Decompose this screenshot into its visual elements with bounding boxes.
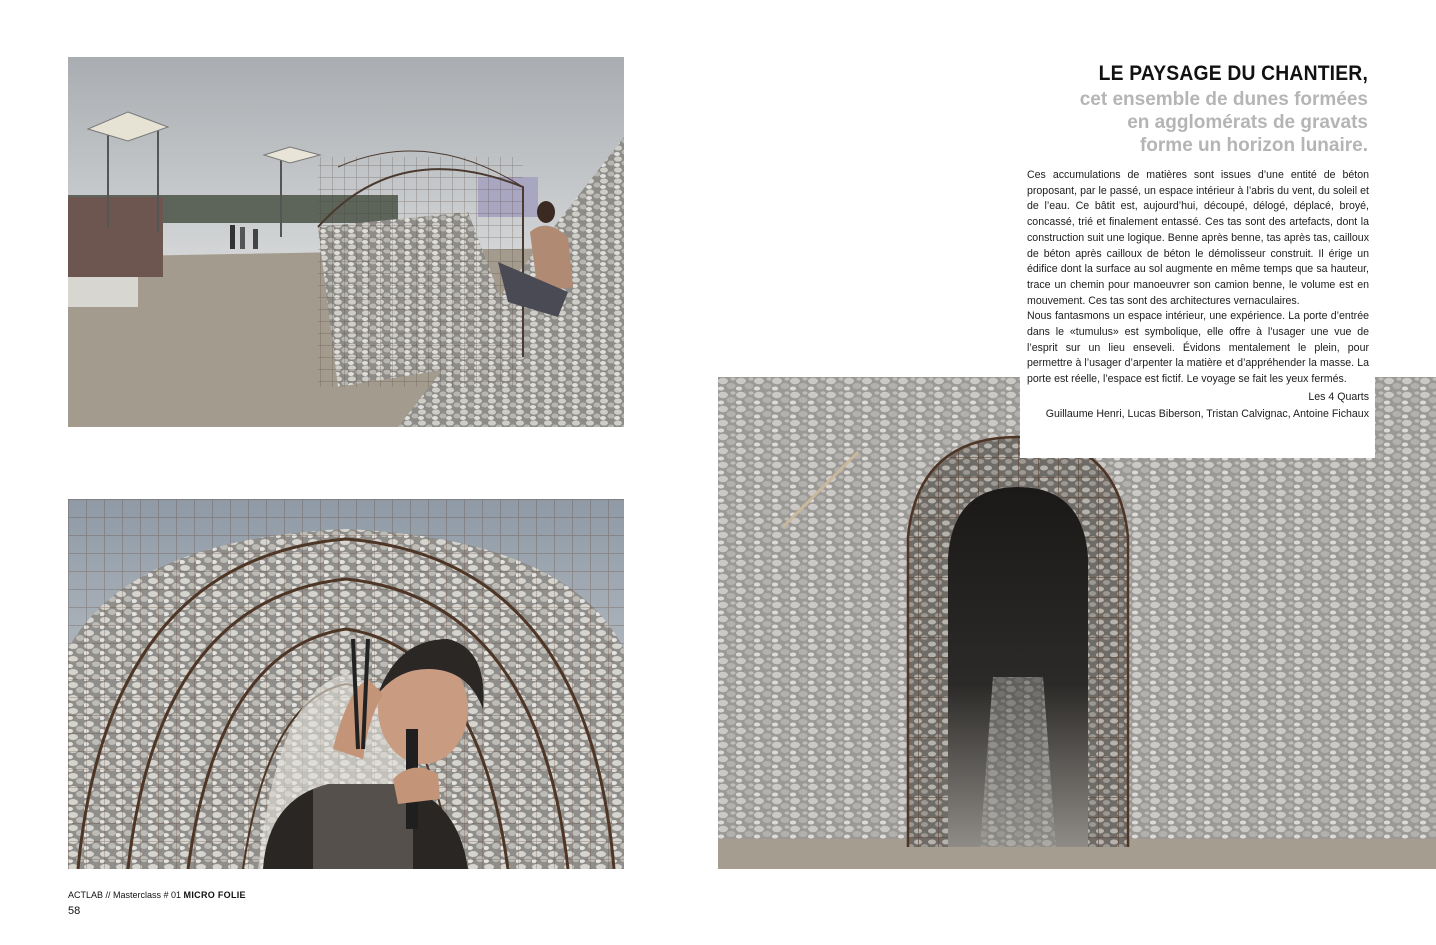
photo-construction-site xyxy=(68,57,624,427)
body-paragraph-1: Ces accumulations de matières sont issues d’une entité de béton proposant, par le passé, un espace intérieur à l’abris du vent, du soleil et de l’eau. Ce bâtit est, aujourd’hui, découpé, délogé, déplacé, broyé, concassé, trié et finalement entassé. Ces tas sont des artefacts, dont la construction suit une logique. Benne après benne, tas après tas, cailloux de béton après cailloux de béton le démolisseur construit. Il érige un édifice dont la surface au sol augmente en même temps que sa hauteur, trace un chemin pour manoeuvrer son camion benne, le volume est en mouvement. Ces tas sont des architectures vernaculaires. xyxy=(1027,169,1369,307)
body-paragraph-2: Nous fantasmons un espace intérieur, une expérience. La porte d’entrée dans le «tumulus» est symbolique, elle offre à l’usager une vue de l’esprit sur un lieu enseveli. Évidons mentalement le plein, pour permettre à l’usager d’arpenter la matière et d’appréhender la masse. La porte est réelle, l’espace est fictif. Le voyage se fait les yeux fermés. xyxy=(1027,310,1369,386)
footer-prefix: ACTLAB // Masterclass # 01 xyxy=(68,890,184,900)
signature-names: Guillaume Henri, Lucas Biberson, Tristan Calvignac, Antoine Fichaux xyxy=(1045,407,1369,420)
signature-group: Les 4 Quarts xyxy=(1308,390,1369,403)
page-footer xyxy=(68,889,246,919)
footer-publication xyxy=(68,889,246,901)
photo-worker-in-tunnel xyxy=(68,499,624,869)
construction-site-image xyxy=(68,57,624,427)
page-number: 58 xyxy=(68,905,81,917)
article-subtitle-line-1: cet ensemble de dunes formées xyxy=(1079,89,1368,110)
article-heading xyxy=(1000,60,1368,157)
article-subtitle-line-3: forme un horizon lunaire. xyxy=(1139,135,1368,156)
article-subtitle-line-2: en agglomérats de gravats xyxy=(1127,112,1368,133)
footer-series: MICRO FOLIE xyxy=(183,890,246,900)
worker-in-tunnel-image xyxy=(68,499,624,869)
article-body xyxy=(1020,164,1375,458)
article-title: LE PAYSAGE DU CHANTIER, xyxy=(1098,62,1368,85)
